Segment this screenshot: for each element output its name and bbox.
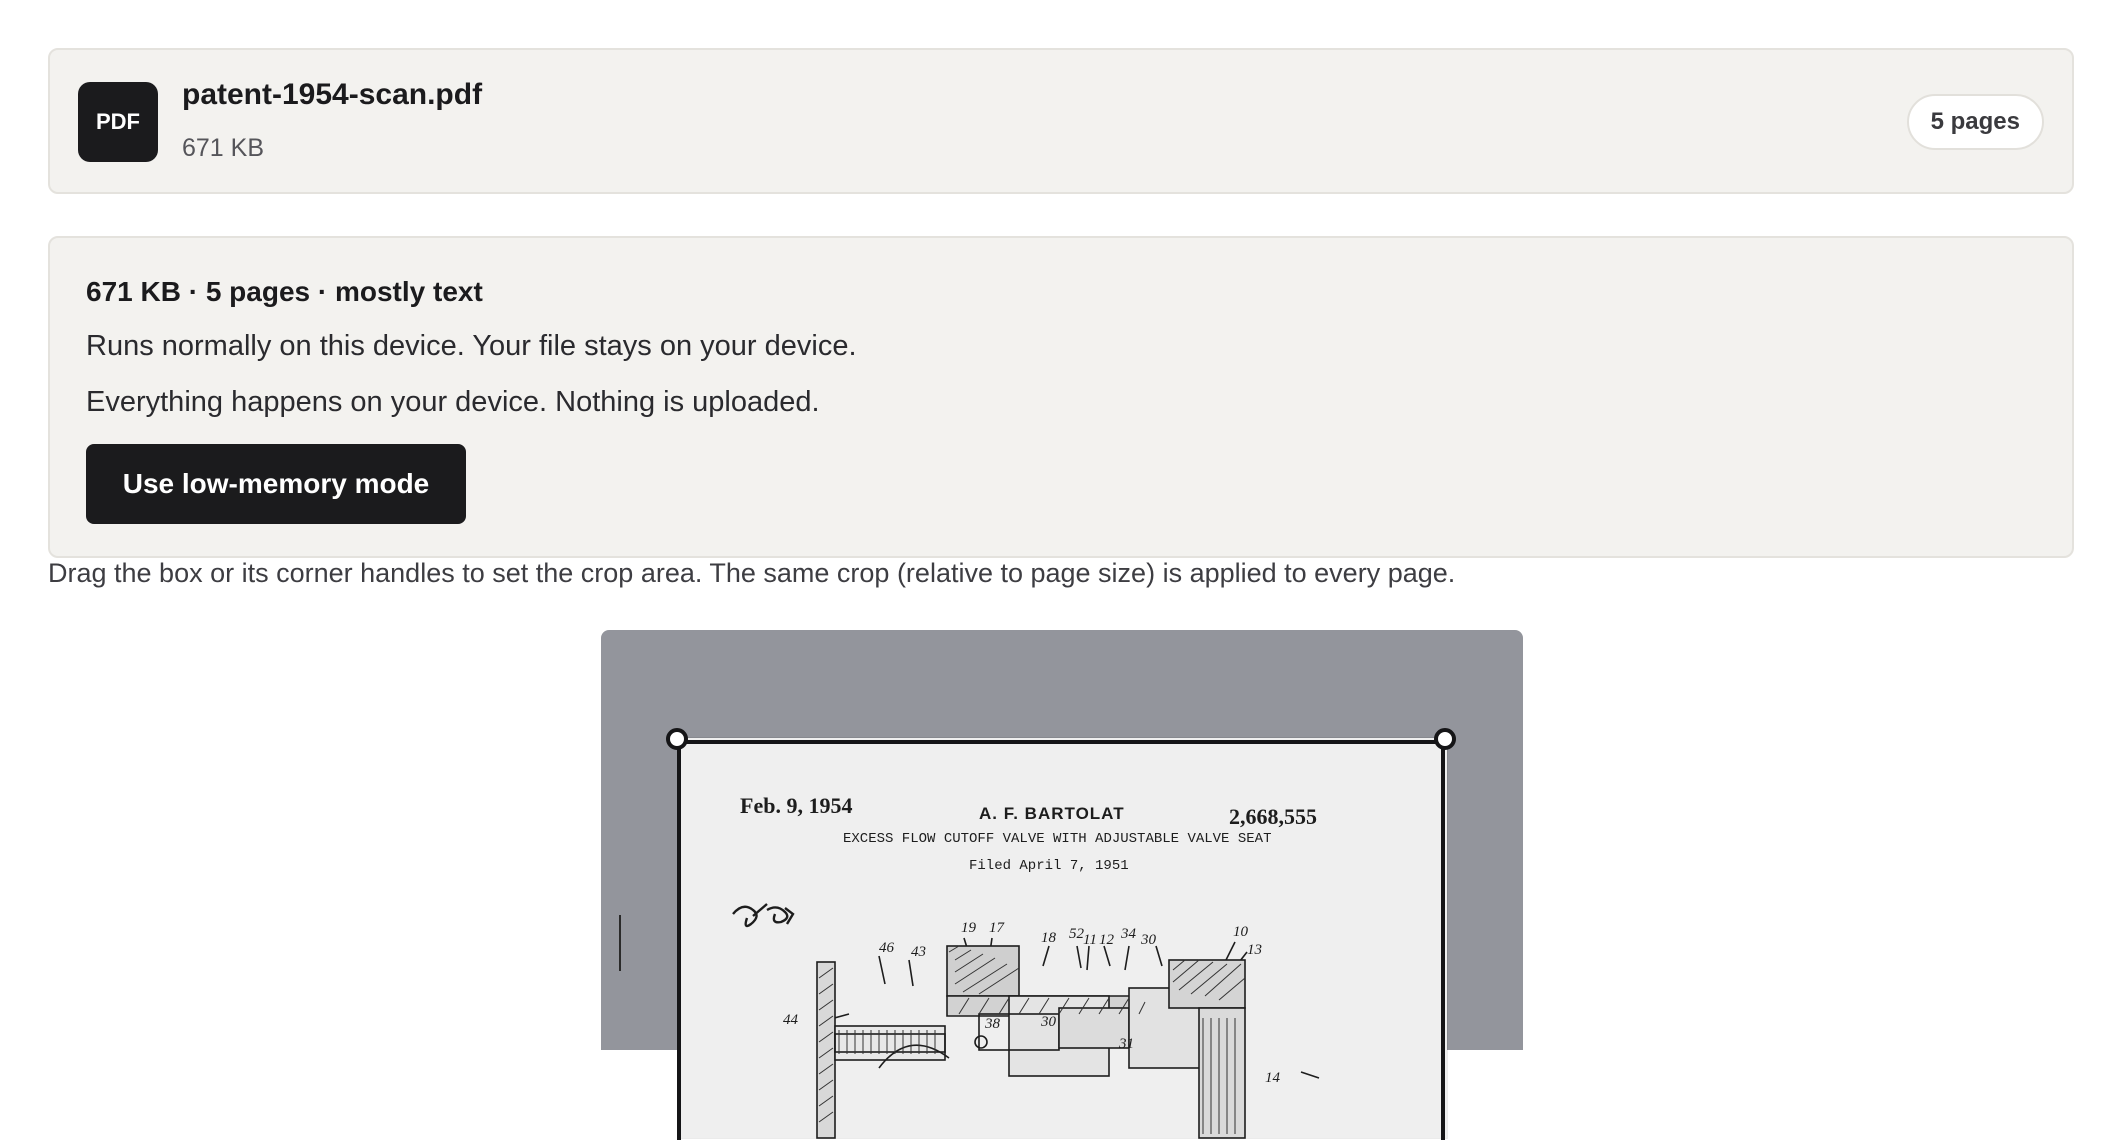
- low-memory-mode-button[interactable]: Use low-memory mode: [86, 444, 466, 524]
- ref-number: 43: [911, 944, 926, 960]
- ref-number: 46: [879, 940, 894, 956]
- ref-number: 34: [1121, 926, 1136, 942]
- ref-number: 18: [1041, 930, 1056, 946]
- ref-number: 13: [1247, 942, 1262, 958]
- ref-number: 19: [961, 920, 976, 936]
- patent-filed-date: Filed April 7, 1951: [969, 858, 1129, 874]
- pdf-file-icon: PDF: [78, 82, 158, 162]
- crop-handle-top-left[interactable]: [666, 728, 688, 750]
- privacy-note: Everything happens on your device. Nothing is uploaded.: [86, 386, 820, 418]
- page-count-badge: 5 pages: [1907, 94, 2044, 150]
- ref-number: 12: [1099, 932, 1114, 948]
- device-info-card: [48, 236, 2074, 558]
- ref-number: 30: [1041, 1014, 1056, 1030]
- patent-inventor: A. F. BARTOLAT: [979, 804, 1125, 823]
- crop-box[interactable]: [677, 740, 1445, 1140]
- device-status-text: Runs normally on this device. Your file stays on your device.: [86, 330, 857, 362]
- ref-number: 31: [1119, 1036, 1134, 1052]
- scan-margin-mark: [619, 915, 621, 971]
- file-card: [48, 48, 2074, 194]
- file-name: patent-1954-scan.pdf: [182, 78, 483, 111]
- file-summary: 671 KB · 5 pages · mostly text: [86, 276, 483, 307]
- ref-number: 38: [985, 1016, 1000, 1032]
- ref-number: 11: [1083, 932, 1097, 948]
- crop-instructions: Drag the box or its corner handles to set the crop area. The same crop (relative to page size) is applied to every page.: [48, 558, 1456, 588]
- patent-title: EXCESS FLOW CUTOFF VALVE WITH ADJUSTABLE VALVE SEAT: [843, 831, 1272, 847]
- ref-number: 17: [989, 920, 1004, 936]
- ref-number: 14: [1265, 1070, 1280, 1086]
- ref-number: 44: [783, 1012, 798, 1028]
- crop-preview-area: [601, 630, 1523, 1086]
- crop-handle-top-right[interactable]: [1434, 728, 1456, 750]
- ref-number: 10: [1233, 924, 1248, 940]
- ref-number: 30: [1141, 932, 1156, 948]
- file-size: 671 KB: [182, 134, 265, 162]
- ref-number: 52: [1069, 926, 1084, 942]
- patent-date: Feb. 9, 1954: [740, 793, 853, 818]
- patent-number: 2,668,555: [1229, 804, 1317, 829]
